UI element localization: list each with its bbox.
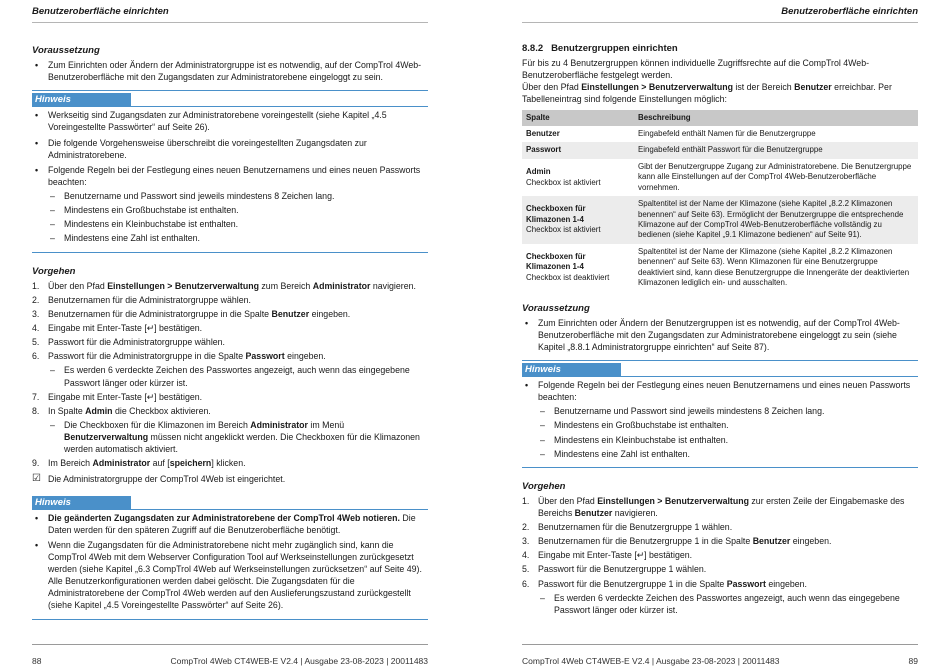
hinweis-label: Hinweis [32,93,131,106]
step: 3. Benutzernamen für die Benutzergruppe 1 in die Spalte Benutzer eingeben. [522,536,832,547]
step: 2. Benutzernamen für die Benutzergruppe 1 wählen. [522,522,733,533]
step: 5. Passwort für die Administratorgruppe wählen. [32,337,226,348]
section-heading: 8.8.2 Benutzergruppen einrichten [522,43,678,54]
rule-item: – Mindestens ein Kleinbuchstabe ist enthalten. [538,434,918,446]
page-number: 88 [32,656,42,666]
table-cell-desc: Gibt der Benutzergruppe Zugang zur Administratorebene. Die Benutzergruppe kann alle Einstellungen auf der CompTrol 4Web-Benutzeroberfläche vornehmen. [638,161,912,192]
table-cell-sub: Checkbox ist deaktiviert [526,272,610,282]
page-left [32,0,428,665]
hinweis-label: Hinweis [522,363,621,376]
table-cell-desc: Eingabefeld enthält Namen für die Benutzergruppe [638,129,816,139]
hinweis-label: Hinweis [32,496,131,509]
hinweis-block [32,496,428,620]
step: 7. Eingabe mit Enter-Taste [↵] bestätigen. [32,391,203,402]
table-cell-sub: Checkbox ist aktiviert [526,225,601,235]
footer-document-info: CompTrol 4Web CT4WEB-E V2.4 | Ausgabe 23-08-2023 | 20011483 [170,656,428,666]
table-row [522,142,918,158]
step: 9. Im Bereich Administrator auf [speichern] klicken. [32,458,246,469]
footer-document-info: CompTrol 4Web CT4WEB-E V2.4 | Ausgabe 23-08-2023 | 20011483 [522,656,780,666]
vorgehen-heading: Vorgehen [522,480,566,492]
table-cell-desc: Spaltentitel ist der Name der Klimazone (siehe Kapitel „8.2.2 Klimazonen benennen“ auf Seite 63). Ermöglicht der Benutzergruppe die entsprechende Klimazone auf der CompTrol 4Web-Benutzeroberfläche vollständig zu bedienen (siehe Kapitel „9.1 Klimazone bedienen“ auf Seite 91). [634,196,918,244]
step: 2. Benutzernamen für die Administratorgruppe wählen. [32,294,251,305]
voraussetzung-block [32,44,428,91]
vorgehen-block [522,480,918,616]
page-header [522,6,918,23]
hinweis-item: • Die folgende Vorgehensweise überschreibt die voreingestellten Zugangsdaten zur Administratorebene. [32,137,428,161]
hinweis-item: • Werkseitig sind Zugangsdaten zur Administratorebene voreingestellt (siehe Kapitel „4.5 Voreingestellte Passwörter“ auf Seite 26). [32,109,428,133]
rule-item: – Mindestens ein Großbuchstabe ist enthalten. [48,204,428,216]
page-footer [522,644,918,665]
page-number: 89 [908,656,918,666]
intro-paragraph: Für bis zu 4 Benutzergruppen können individuelle Zugriffsrechte auf die CompTrol 4Web-Benutzeroberfläche festgelegt werden. [522,58,870,81]
step: 3. Benutzernamen für die Administratorgruppe in die Spalte Benutzer eingeben. [32,308,351,319]
header-title: Benutzeroberfläche einrichten [32,6,169,17]
voraussetzung-item: • Zum Einrichten oder Ändern der Administratorgruppe ist es notwendig, auf der CompTrol 4Web-Benutzeroberfläche mit den Zugangsdaten zur Administratorebene eingeloggt zu sein. [32,59,428,83]
rule-item: – Mindestens ein Großbuchstabe ist enthalten. [538,419,918,431]
table-cell-name: Admin [526,167,551,177]
intro-paragraph: Über den Pfad Einstellungen > Benutzerverwaltung ist der Bereich Benutzer erreichbar. Per Tabelleneintrag sind folgende Einstellungen möglich: [522,82,892,105]
table-row [522,244,918,292]
page-footer [32,644,428,665]
step-note: – Es werden 6 verdeckte Zeichen des Passwortes angezeigt, auch wenn das eingegebene Passwort länger oder kürzer ist. [538,592,918,616]
step: 5. Passwort für die Benutzergruppe 1 wählen. [522,564,707,575]
hinweis-item: • Wenn die Zugangsdaten für die Administratorebene nicht mehr zugänglich sind, kann die CompTrol 4Web mit dem Webserver Configuration Tool auf Werkseinstellungen zurückgesetzt werden (siehe Kapitel „6.3 CompTrol 4Web auf Werkseinstellungen zurücksetzen“ auf Seite 49). Alle Benutzerkonfigurationen werden dabei gelöscht. Die Zugangsdaten für die Administratorebene der CompTrol 4Web werden auf den Auslieferungszustand zurückgestellt (siehe Kapitel „4.5 Voreingestellte Passwörter“ auf Seite 26). [32,539,428,612]
hinweis-block [522,363,918,468]
header-title: Benutzeroberfläche einrichten [781,6,918,17]
step: 6. Passwort für die Administratorgruppe in die Spalte Passwort eingeben. – Es werden 6 verdeckte Zeichen des Passwortes angezeigt, auch wenn das eingegebene Passwort länger oder kürzer ist. [32,350,428,388]
settings-table [522,110,918,292]
rule-item: – Mindestens ein Kleinbuchstabe ist enthalten. [48,218,428,230]
page-content [522,42,918,618]
table-cell-sub: Checkbox ist aktiviert [526,177,601,187]
voraussetzung-heading: Voraussetzung [522,302,590,314]
hinweis-item [32,164,428,245]
table-cell-name: Benutzer [526,129,560,139]
rule-item: – Benutzername und Passwort sind jeweils mindestens 8 Zeichen lang. [538,405,918,417]
voraussetzung-block [522,302,918,361]
vorgehen-heading: Vorgehen [32,265,76,277]
step: 1. Über den Pfad Einstellungen > Benutzerverwaltung zur ersten Zeile der Eingabemaske des Bereichs Benutzer navigieren. [522,495,905,518]
hinweis-item [522,379,918,460]
table-header-cell: Beschreibung [634,110,918,126]
table-cell-name: Passwort [526,145,562,155]
page-right [522,0,918,665]
table-header-cell: Spalte [522,110,634,126]
step: 4. Eingabe mit Enter-Taste [↵] bestätigen. [522,550,693,561]
step: 8. In Spalte Admin die Checkbox aktivieren. – Die Checkboxen für die Klimazonen im Bereich Administrator im Menü Benutzerverwaltung müssen nicht angeklickt werden. Die Checkboxen für die Klimazonen werden automatisch aktiviert. [32,405,428,456]
table-cell-name: Checkboxen für Klimazonen 1-4 [526,204,586,224]
rule-item: – Mindestens eine Zahl ist enthalten. [48,232,428,244]
result-check: ☑ Die Administratorgruppe der CompTrol 4Web ist eingerichtet. [32,473,428,485]
hinweis-block [32,93,428,252]
vorgehen-block [32,265,428,486]
rule-item: – Benutzername und Passwort sind jeweils mindestens 8 Zeichen lang. [48,190,428,202]
table-cell-name: Checkboxen für Klimazonen 1-4 [526,252,586,272]
table-row [522,159,918,196]
voraussetzung-heading: Voraussetzung [32,45,100,56]
table-row [522,126,918,142]
hinweis-item: • Die geänderten Zugangsdaten zur Administratorebene der CompTrol 4Web notieren. Die Daten werden für den späteren Zugriff auf die Benutzeroberfläche benötigt. [32,512,428,536]
hinweis-item-text: Folgende Regeln bei der Festlegung eines neuen Benutzernamens und eines neuen Passworts beachten: [538,380,911,403]
step: 4. Eingabe mit Enter-Taste [↵] bestätigen. [32,323,203,334]
table-row [522,196,918,244]
step: 6. Passwort für die Benutzergruppe 1 in die Spalte Passwort eingeben. – Es werden 6 verdeckte Zeichen des Passwortes angezeigt, auch wenn das eingegebene Passwort länger oder kürzer ist. [522,578,918,616]
table-cell-desc: Eingabefeld enthält Passwort für die Benutzergruppe [634,142,918,158]
hinweis-item-text: Folgende Regeln bei der Festlegung eines neuen Benutzernamens und eines neuen Passworts beachten: [48,164,421,187]
rule-item: – Mindestens eine Zahl ist enthalten. [538,448,918,460]
page-header [32,6,428,23]
step-note: – Es werden 6 verdeckte Zeichen des Passwortes angezeigt, auch wenn das eingegebene Passwort länger oder kürzer ist. [48,364,428,388]
page-content [32,44,428,630]
table-header-row [522,110,918,126]
voraussetzung-item: • Zum Einrichten oder Ändern der Benutzergruppen ist es notwendig, auf der CompTrol 4Web-Benutzeroberfläche mit den Zugangsdaten zur Administratorebene eingeloggt zu sein (siehe Kapitel „8.8.1 Administratorgruppe einrichten“ auf Seite 87). [522,317,918,353]
step: 1. Über den Pfad Einstellungen > Benutzerverwaltung zum Bereich Administrator navigieren. [32,280,416,291]
step-note: – Die Checkboxen für die Klimazonen im Bereich Administrator im Menü Benutzerverwaltung müssen nicht angeklickt werden. Die Checkboxen für die Klimazonen werden automatisch aktiviert. [48,419,428,455]
table-cell-desc: Spaltentitel ist der Name der Klimazone (siehe Kapitel „8.2.2 Klimazonen benennen“ auf Seite 63). Wenn Klimazonen für eine Benutzergruppe deaktiviert sind, kann diese Benutzergruppe die Innengeräte der deaktivierten Klimazonen lediglich ein- und ausschalten. [638,246,910,288]
